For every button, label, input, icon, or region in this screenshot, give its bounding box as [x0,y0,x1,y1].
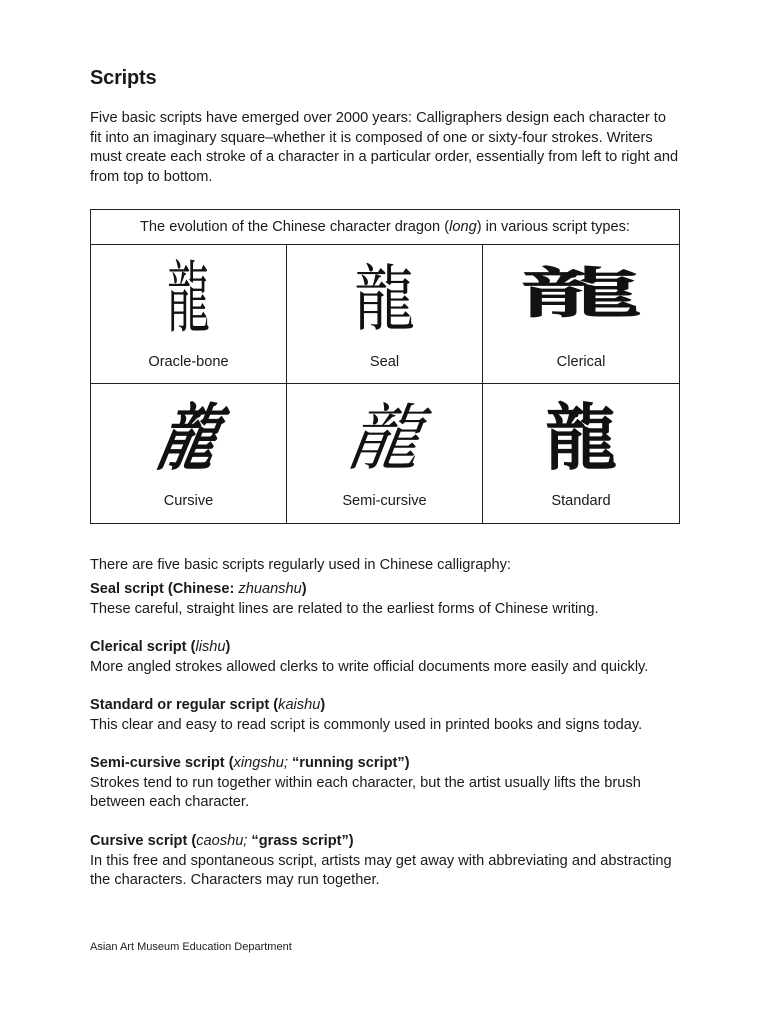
cell-label: Clerical [556,354,606,370]
script-description: In this free and spontaneous script, artists may get away with abbreviating and abstracting the characters. Characters may run together. [90,852,672,888]
script-tail: ) [225,639,231,655]
semi-cursive-dragon-glyph: 龍 [342,396,427,480]
cell-standard [483,384,679,523]
script-description: More angled strokes allowed clerks to write official documents more easily and quickly. [90,658,649,675]
caption-suffix: ) in various script types: [476,219,630,235]
script-standard [90,696,690,735]
script-name: Semi-cursive script ( [90,755,234,771]
cell-label: Seal [369,354,400,370]
cell-clerical [483,245,679,384]
cell-label: Cursive [163,493,214,509]
script-seal [90,580,690,619]
script-heading [90,754,690,774]
script-tail: ) [301,581,307,597]
script-clerical [90,638,690,677]
clerical-dragon-glyph: 龍 [519,260,643,325]
script-name: Cursive script ( [90,833,197,849]
script-semi-cursive [90,754,690,813]
page-title: Scripts [90,67,157,89]
scripts-lead: There are five basic scripts regularly used in Chinese calligraphy: [90,556,511,573]
script-term: lishu [195,639,226,655]
script-name: Seal script (Chinese: [90,581,239,597]
script-term: kaishu [278,697,321,713]
script-name: Standard or regular script ( [90,697,279,713]
script-term: zhuanshu [238,581,302,597]
caption-term: long [449,219,477,235]
oracle-bone-dragon-glyph: 龍 [167,254,210,344]
script-heading [90,696,690,716]
cell-cursive [91,384,287,523]
script-cursive [90,832,690,891]
page-footer: Asian Art Museum Education Department [90,941,292,953]
cell-oracle-bone [91,245,287,384]
script-heading [90,580,690,600]
cell-label: Oracle-bone [148,354,229,370]
script-heading [90,638,690,658]
script-tail: “running script”) [287,755,410,771]
script-tail: ) [320,697,326,713]
cell-label: Standard [551,493,611,509]
cursive-dragon-glyph: 龍 [150,395,227,480]
table-caption [91,210,679,245]
script-description: This clear and easy to read script is commonly used in printed books and signs today. [90,716,643,733]
script-term: xingshu; [233,755,288,771]
intro-paragraph: Five basic scripts have emerged over 2000 years: Calligraphers design each character to fit into an imaginary square–whether it is composed of one or sixty-four strokes. Writers must create each stroke of a character in a particular order, essentially from left to right and from top to bottom. [90,110,679,185]
script-description: These careful, straight lines are related to the earliest forms of Chinese writing. [90,600,599,617]
script-heading [90,832,690,852]
table-grid [91,245,679,523]
script-evolution-table [90,209,680,524]
cell-semi-cursive [287,384,483,523]
seal-dragon-glyph: 龍 [353,257,416,341]
caption-prefix: The evolution of the Chinese character dragon ( [140,219,450,235]
script-description: Strokes tend to run together within each character, but the artist usually lifts the brush between each character. [90,774,641,810]
script-tail: “grass script”) [247,833,354,849]
script-term: caoshu; [196,833,248,849]
script-name: Clerical script ( [90,639,196,655]
cell-label: Semi-cursive [342,493,427,509]
standard-dragon-glyph: 龍 [544,395,617,480]
